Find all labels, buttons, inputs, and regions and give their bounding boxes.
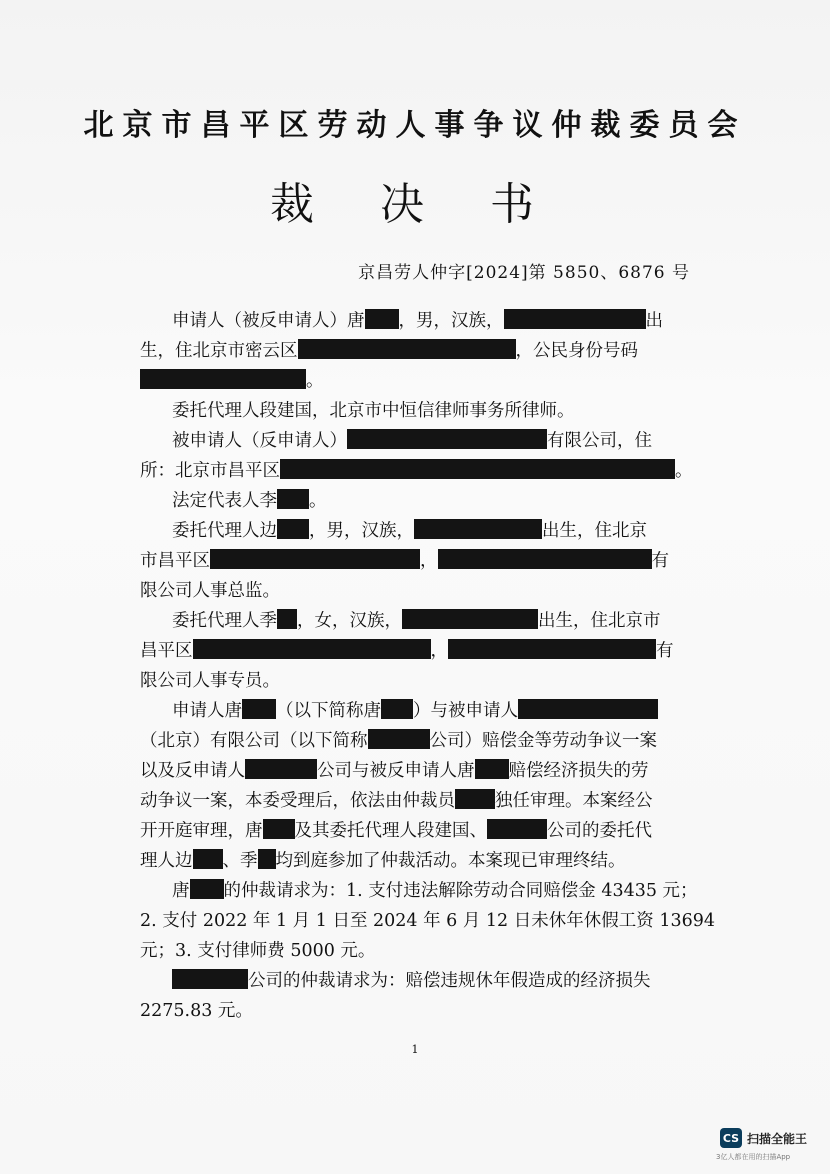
text-segment: 公司的仲裁请求为：赔偿违规休年假造成的经济损失 [248,971,651,991]
text-segment: ，女，汉族， [297,611,402,631]
text-segment: 委托代理人边 [172,521,277,541]
camscanner-logo-icon: CS [720,1128,742,1148]
paragraph-line [140,666,280,696]
redaction-block [438,549,652,569]
text-segment: 生，住北京市密云区 [140,341,298,361]
redaction-block [193,639,431,659]
text-segment: 理人边 [140,851,193,871]
paragraph-line [140,846,626,876]
redaction-block [258,849,276,869]
redaction-block [414,519,542,539]
text-segment: 有 [656,641,674,661]
paragraph-line [172,606,661,636]
paragraph-line [140,756,649,786]
paragraph-line [172,306,663,336]
text-segment: 出生，住北京市 [538,611,661,631]
redaction-block [277,489,309,509]
paragraph-line [172,876,698,906]
text-segment: 公司）赔偿金等劳动争议一案 [429,731,657,751]
text-segment: ，男，汉族， [398,311,504,331]
paragraph-line [140,786,653,816]
text-segment: ，男，汉族， [309,521,414,541]
paragraph-line [140,546,669,576]
text-segment: ， [420,551,438,571]
paragraph-line [140,996,253,1026]
redaction-block [368,729,430,749]
paragraph-line [140,936,375,966]
redaction-block [504,309,646,329]
paragraph-line [140,576,280,606]
paragraph-line [140,726,657,756]
text-segment: 2. 支付 2022 年 1 月 1 日至 2024 年 6 月 12 日未休年休假工资 13694 [140,911,715,931]
text-segment: ）与被申请人 [413,701,518,721]
text-segment: 被申请人（反申请人） [172,431,347,451]
redaction-block [381,699,413,719]
text-segment: 有 [651,551,669,571]
text-segment: （北京）有限公司（以下简称 [140,731,368,751]
redaction-block [193,849,223,869]
text-segment: 。 [309,491,327,511]
redaction-block [487,819,547,839]
redaction-block [140,369,306,389]
text-segment: 唐 [172,881,190,901]
document-authority: 北京市昌平区劳动人事争议仲裁委员会 [83,108,747,143]
camscanner-watermark [720,1127,807,1149]
redaction-block [210,549,420,569]
paragraph-line [172,966,651,996]
document-type-title: 裁 决 书 [270,179,560,230]
text-segment: 动争议一案，本委受理后，依法由仲裁员 [140,791,455,811]
text-segment: 法定代表人李 [172,491,277,511]
redaction-block [298,339,516,359]
page-number: 1 [411,1043,419,1056]
text-segment: 限公司人事总监。 [140,581,280,601]
text-segment: 申请人唐 [172,701,242,721]
case-number: 京昌劳人仲字[2024]第 5850、6876 号 [358,263,690,283]
text-segment: 2275.83 元。 [140,1001,253,1021]
text-segment: 昌平区 [140,641,193,661]
redaction-block [172,969,248,989]
text-segment: 开开庭审理，唐 [140,821,263,841]
text-segment: 委托代理人段建国，北京市中恒信律师事务所律师。 [172,401,575,421]
text-segment: 独任审理。本案经公 [495,791,653,811]
redaction-block [518,699,658,719]
text-segment: 元；3. 支付律师费 5000 元。 [140,941,376,961]
text-segment: 及其委托代理人段建国、 [294,821,487,841]
text-segment: 以及反申请人 [140,761,245,781]
text-segment: 有限公司，住 [547,431,652,451]
redaction-block [242,699,276,719]
redaction-block [277,609,297,629]
redaction-block [190,879,224,899]
text-segment: ，公民身份号码 [515,341,638,361]
text-segment: 均到庭参加了仲裁活动。本案现已审理终结。 [275,851,626,871]
text-segment: 委托代理人季 [172,611,277,631]
redaction-block [475,759,509,779]
redaction-block [448,639,656,659]
text-segment: 出生，住北京 [542,521,647,541]
paragraph-line [172,516,647,546]
paragraph-line [140,816,652,846]
redaction-block [365,309,399,329]
text-segment: ， [430,641,448,661]
text-segment: 出 [645,311,663,331]
paragraph-line [172,396,575,426]
paragraph-line [140,366,324,396]
redaction-block [245,759,317,779]
paragraph-line [172,696,658,726]
text-segment: 限公司人事专员。 [140,671,280,691]
text-segment: 。 [306,371,324,391]
text-segment: 公司的委托代 [547,821,652,841]
paragraph-line [140,336,638,366]
text-segment: 申请人（被反申请人）唐 [172,311,365,331]
text-segment: （以下简称唐 [276,701,381,721]
redaction-block [455,789,495,809]
text-segment: 的仲裁请求为：1. 支付违法解除劳动合同赔偿金 43435 元； [223,881,698,901]
text-segment: 、季 [222,851,258,871]
text-segment: 所：北京市昌平区 [140,461,280,481]
redaction-block [280,459,675,479]
paragraph-line [140,456,693,486]
text-segment: 。 [675,461,693,481]
camscanner-tagline: 3亿人都在用的扫描App [716,1153,791,1161]
paragraph-line [172,426,652,456]
paragraph-line [172,486,327,516]
text-segment: 市昌平区 [140,551,210,571]
camscanner-name: 扫描全能王 [747,1131,808,1146]
redaction-block [402,609,538,629]
redaction-block [277,519,309,539]
text-segment: 赔偿经济损失的劳 [508,761,649,781]
text-segment: 公司与被反申请人唐 [317,761,475,781]
redaction-block [347,429,547,449]
paragraph-line [140,906,715,936]
paragraph-line [140,636,674,666]
redaction-block [263,819,295,839]
